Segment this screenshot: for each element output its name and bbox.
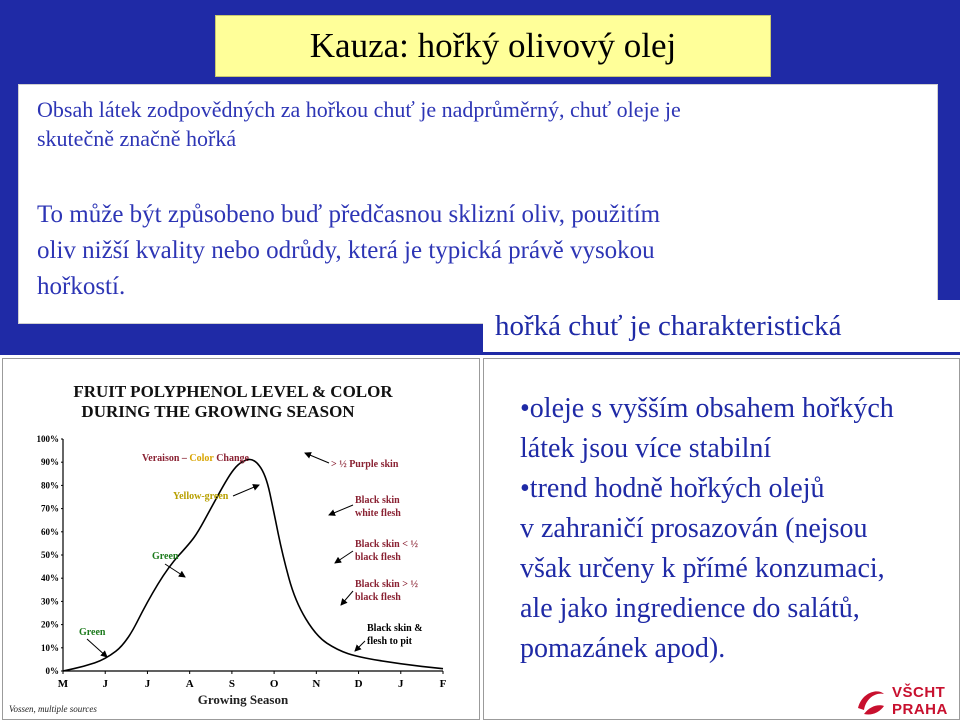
paragraph-intro-line: skutečně značně hořká	[37, 126, 237, 151]
annotation-arrow	[341, 591, 353, 605]
annotation-black-skin-less-half-2: black flesh	[355, 552, 401, 563]
x-tick-label: M	[57, 678, 69, 690]
y-tick-label: 80%	[41, 480, 59, 491]
annotation-black-skin-more-half-2: black flesh	[355, 592, 401, 603]
y-tick-label: 0%	[45, 666, 59, 676]
x-tick-label: A	[185, 678, 194, 690]
y-tick-label: 100%	[36, 434, 59, 444]
x-tick-label: F	[439, 678, 447, 690]
annotation-arrow	[329, 505, 353, 515]
y-tick-label: 70%	[41, 503, 59, 514]
y-tick-label: 50%	[41, 550, 59, 560]
annotation-arrow	[165, 564, 185, 577]
vscht-logo-icon	[854, 684, 888, 718]
x-tick-label: J	[398, 678, 404, 690]
x-axis-ticks	[58, 671, 447, 690]
y-tick-label: 40%	[41, 573, 59, 584]
chart-title-line2: DURING THE GROWING SEASON	[81, 402, 355, 421]
paragraph-cause-line: hořkostí.	[37, 273, 126, 300]
x-tick-label: N	[312, 678, 321, 690]
annotation-arrow	[233, 485, 259, 496]
paragraph-cause	[37, 197, 917, 305]
chart-canvas	[3, 359, 481, 721]
annotation-black-skin-white: Black skin	[355, 495, 400, 506]
annotation-arrow	[305, 453, 329, 463]
bullet-line: látek jsou více stabilní	[520, 433, 772, 464]
annotation-veraison	[142, 453, 250, 464]
chart-title-line1: FRUIT POLYPHENOL LEVEL & COLOR	[73, 382, 393, 401]
annotation-black-skin-more-half: Black skin > ½	[355, 579, 418, 590]
x-axis-label: Growing Season	[197, 692, 289, 707]
x-tick-label: S	[228, 678, 235, 690]
y-axis-ticks	[37, 434, 64, 676]
paragraph-cause-line: To může být způsobeno buď předčasnou sklizní oliv, použitím	[37, 201, 661, 228]
annotation-black-skin-less-half: Black skin < ½	[355, 539, 418, 550]
side-heading-box	[483, 300, 960, 352]
text-panel	[18, 84, 938, 324]
side-heading: hořká chuť je charakteristická	[495, 310, 842, 342]
vscht-logo	[852, 683, 956, 719]
logo-line2: PRAHA	[892, 701, 948, 718]
x-tick-label: D	[354, 678, 363, 690]
annotation-black-skin-white-2: white flesh	[355, 508, 401, 519]
x-tick-label: O	[269, 678, 279, 690]
annotation-green-early: Green	[79, 627, 106, 638]
paragraph-intro	[37, 95, 917, 153]
bullet-line: •trend hodně hořkých olejů	[520, 473, 825, 504]
chart-annotations	[79, 453, 423, 657]
annotation-yellow-green: Yellow-green	[173, 491, 229, 502]
annotation-color-part: Color	[189, 453, 214, 464]
bullets-box	[483, 358, 960, 720]
paragraph-cause-line: oliv nižší kvality nebo odrůdy, která je typická právě vysokou	[37, 237, 655, 264]
bullet-line: •oleje s vyšším obsahem hořkých	[520, 393, 894, 424]
annotation-change-part: Change	[213, 453, 249, 464]
bullet-line: však určeny k přímé konzumaci,	[520, 553, 885, 584]
polyphenol-chart	[2, 358, 480, 720]
slide-title	[215, 15, 771, 77]
x-tick-label: J	[144, 678, 151, 690]
annotation-purple-skin: > ½ Purple skin	[331, 459, 399, 470]
annotation-arrow	[335, 551, 353, 563]
annotation-arrow	[355, 641, 365, 651]
chart-source: Vossen, multiple sources	[9, 704, 97, 714]
y-tick-label: 20%	[41, 619, 59, 630]
annotation-arrow	[87, 639, 107, 657]
bullet-line: v zahraničí prosazován (nejsou	[520, 513, 868, 544]
bullet-line: ale jako ingredience do salátů,	[520, 593, 860, 624]
y-tick-label: 30%	[41, 596, 59, 607]
y-tick-label: 10%	[41, 642, 59, 653]
y-tick-label: 60%	[41, 526, 59, 537]
bullet-line: pomazánek apod).	[520, 633, 726, 664]
paragraph-intro-line: Obsah látek zodpovědných za hořkou chuť je nadprůměrný, chuť oleje je	[37, 97, 681, 122]
slide-title-text: Kauza: hořký olivový olej	[309, 26, 677, 65]
y-tick-label: 90%	[41, 457, 59, 468]
x-tick-label: J	[102, 678, 108, 690]
annotation-green-late: Green	[152, 551, 179, 562]
annotation-veraison-part: Veraison –	[142, 453, 190, 464]
logo-line1: VŠCHT	[892, 684, 946, 701]
annotation-black-flesh-pit-2: flesh to pit	[367, 636, 412, 647]
annotation-black-flesh-pit: Black skin &	[367, 623, 423, 634]
